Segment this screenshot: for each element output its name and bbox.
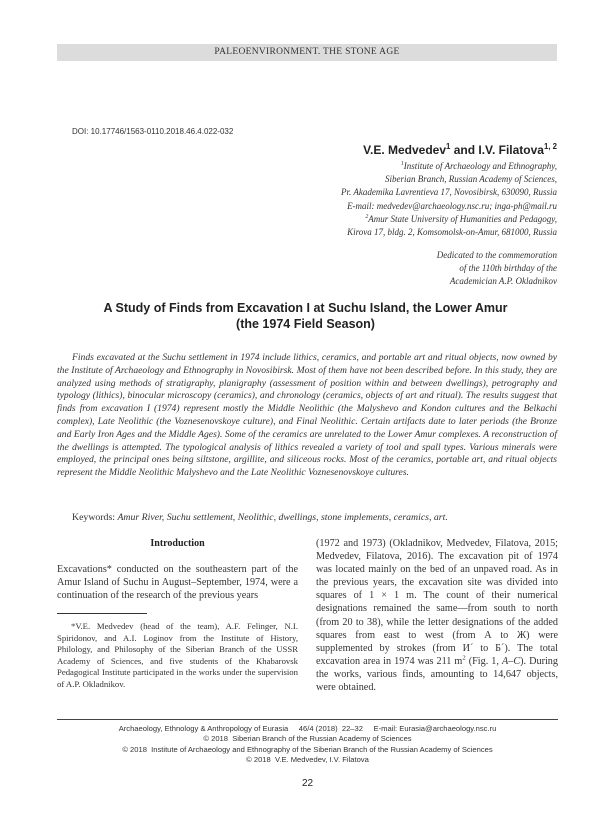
affil-sup: 2 [365, 213, 369, 220]
superscript: 2 [462, 654, 466, 662]
dedication-line: Dedicated to the commemoration [436, 250, 557, 260]
article-title [60, 300, 551, 332]
affiliation-line [341, 213, 557, 226]
authors [363, 143, 557, 157]
affiliation-line [341, 173, 557, 186]
keywords-text: Amur River, Suchu settlement, Neolithic, dwellings, stone implements, ceramics, art. [117, 512, 448, 523]
title-line: (the 1974 Field Season) [236, 317, 375, 331]
footer-copyright: © 2018 Siberian Branch of the Russian Academy of Sciences [203, 734, 412, 744]
paragraph-text: (1972 and 1973) (Okladnikov, Medvedev, Filatova, 2015; Medvedev, Filatova, 2016). The excavation pit of 1974 was located mainly on the bed of an unpaved road. As in the previous years, the excavation site was divided into squares of 1 × 1 m. The count of their numerical designations remained the same—from south to north (from 20 to 38), while the letter designations of the added squares from east to west (from А to Ж) were supplemented by strokes (from И´ to Б´). The total excavation area in 1974 was 211 m [316, 538, 558, 667]
keywords-label: Keywords: [72, 512, 118, 523]
authors-and: and [450, 143, 479, 157]
affiliation-line [341, 186, 557, 199]
author-1: V.E. Medvedev [363, 143, 447, 157]
doi: DOI: 10.17746/1563-0110.2018.46.4.022-032 [72, 127, 234, 136]
paragraph-text: ). During the works, various finds, amounting to 14,647 objects, were obtained. [316, 655, 558, 694]
running-header: PALEOENVIRONMENT. THE STONE AGE [57, 44, 557, 61]
dedication-line: of the 110th birthday of the [459, 263, 557, 273]
title-line: A Study of Finds from Excavation I at Suchu Island, the Lower Amur [103, 301, 508, 315]
footer [57, 724, 558, 765]
affiliation-email [341, 200, 557, 213]
affiliations [341, 160, 557, 239]
affiliation-line [341, 226, 557, 239]
affil-text: Pr. Akademika Lavrentieva 17, Novosibirsk, 630090, Russia [341, 187, 557, 198]
author-1-affil: 1 [446, 142, 451, 151]
affil-text: Siberian Branch, Russian Academy of Sciences, [384, 174, 557, 185]
footer-copyright: © 2018 Institute of Archaeology and Ethnography of the Siberian Branch of the Russian Academy of Sciences [122, 744, 493, 754]
affil-text: Kirova 17, bldg. 2, Komsomolsk-on-Amur, 681000, Russia [347, 227, 557, 238]
abstract: Finds excavated at the Suchu settlement in 1974 include lithics, ceramics, and portable art and ritual objects, now owned by the Institute of Archaeology and Ethnography in Novosibirsk. Most of them have not been described before. In this study, they are analyzed using methods of stratigraphy, planigraphy (assessment of position within and between dwellings), petrography and typology (lithics), binocular microscopy (ceramics), and chronology (ceramics, objects of art and ritual). The results suggest that finds from excavation I (1974) represent mostly the Middle Neolithic (the Malyshevo and Kondon cultures and the Belkachi complex), Late Neolithic (the Voznesenovskoye culture), and Final Neolithic. Certain artifacts date to later periods (the Bronze and Early Iron Ages and the Middle Ages). Some of the ceramics are unrelated to the Lower Amur complexes. A reconstruction of the dwellings is attempted. The typological analysis of lithics revealed a variety of tool and spall types. Various minerals were employed, the principal ones being siltstone, argillite, and siliceous rocks. Most of the ceramics, portable art, and ritual objects represent the Middle Neolithic Malyshevo and the Late Neolithic Voznesenovskoye cultures. [57, 352, 557, 479]
dedication-line: Academician A.P. Okladnikov [449, 276, 557, 286]
page-number: 22 [301, 778, 314, 789]
affil-sup: 1 [400, 161, 404, 167]
author-2: I.V. Filatova [478, 143, 544, 157]
keywords [72, 512, 448, 523]
footer-journal-line: Archaeology, Ethnology & Anthropology of Eurasia 46/4 (2018) 22–32 E-mail: Eurasia@archaeology.nsc.ru [118, 724, 497, 733]
intro-paragraph-left: Excavations* conducted on the southeastern part of the Amur Island of Suchu in August–September, 1974, were a continuation of the research of the previous years [57, 564, 298, 602]
dedication [437, 249, 557, 288]
footnote: *V.E. Medvedev (head of the team), A.F. Felinger, N.I. Spiridonov, and A.I. Loginov from the Institute of History, Philology, and Philosophy of the Siberian Branch of the USSR Academy of Sciences, and five students of the Khabarovsk Pedagogical Institute participated in the works under the supervision of A.P. Okladnikov. [57, 621, 298, 689]
footnote-rule [57, 613, 147, 614]
affil-text: Amur State University of Humanities and Pedagogy, [368, 213, 557, 224]
footer-rule [57, 719, 558, 720]
author-2-affil: 1, 2 [543, 142, 557, 151]
figure-reference: A–C [502, 655, 521, 667]
affil-text: Institute of Archaeology and Ethnography, [403, 161, 557, 171]
affil-text: E-mail: medvedev@archaeology.nsc.ru; inga-ph@mail.ru [347, 200, 557, 211]
paragraph-text: (Fig. 1, [465, 655, 502, 667]
footer-copyright: © 2018 V.E. Medvedev, I.V. Filatova [246, 754, 369, 764]
section-heading: Introduction [150, 538, 205, 549]
affiliation-line [341, 160, 557, 173]
intro-paragraph-right [316, 537, 558, 694]
